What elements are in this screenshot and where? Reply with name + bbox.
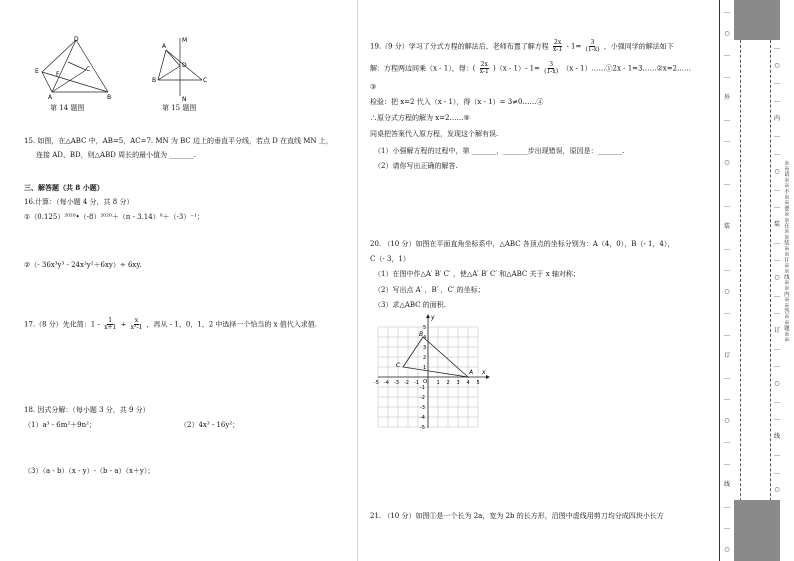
fig15-label-a: A: [162, 43, 167, 50]
binding-mark: …: [774, 468, 780, 476]
q17-divide: ÷: [120, 320, 127, 329]
fig14-label-e: E: [35, 68, 39, 75]
binding-mark: …: [774, 203, 780, 211]
column-divider: [357, 0, 358, 561]
y-tick-label: -5: [420, 425, 425, 431]
sidebar-gray-top: [734, 0, 780, 40]
q17-suffix: ，再从 - 1，0，1，2 中选择一个恰当的 x 值代入求值.: [146, 320, 318, 329]
binding-mark: …: [774, 79, 780, 87]
binding-mark: 装: [773, 220, 780, 228]
q19-l2-frac1-num: 2x: [480, 61, 488, 68]
sidebar-inner-marks: [772, 44, 782, 494]
binding-mark: …: [774, 132, 780, 140]
y-axis-label: y: [431, 314, 435, 321]
q18-part3: （3）（a - b）（x - y）-（b - a）（x＋y）；: [24, 467, 155, 475]
binding-mark: …: [724, 180, 730, 187]
x-tick-label: 5: [476, 380, 480, 386]
x-tick-label: 2: [446, 380, 450, 386]
q17-frac1-num: 1: [108, 317, 113, 324]
q19-eq-frac1: [552, 40, 563, 53]
binding-circle: ○: [774, 486, 780, 494]
binding-mark: …: [774, 397, 780, 405]
y-axis-arrow: [426, 314, 430, 318]
q20-coordinate-grid: [374, 312, 492, 432]
q19-line7: （1）小强解方程的过程中，第 _______，_______步出现错误，原因是：_______.: [374, 147, 625, 155]
q16-title: 16.计算：（每小题 4 分，共 8 分）: [24, 198, 134, 206]
fig14-label-d: D: [74, 36, 79, 43]
binding-circle: ○: [774, 273, 780, 281]
binding-mark: …: [724, 309, 730, 316]
binding-mark: …: [724, 244, 730, 252]
q19-line5: ∴原分式方程的解为 x=2……⑤: [370, 114, 470, 122]
q17-frac2: [130, 318, 144, 331]
figure-14-caption: 第 14 题图: [50, 104, 85, 112]
binding-circle: ○: [774, 167, 780, 175]
q17-frac2-num: x: [134, 317, 139, 324]
binding-mark: …: [774, 44, 780, 51]
binding-mark: 外: [723, 94, 730, 101]
y-tick-label: -1: [420, 385, 425, 391]
binding-mark: …: [774, 150, 780, 158]
q20-line1: 20. （10 分）如图在平面直角坐标系中，△ABC 各顶点的坐标分别为：A（4，0），B（- 1，4），: [370, 240, 675, 248]
y-tick-label: -2: [420, 395, 425, 401]
binding-mark: …: [724, 373, 730, 381]
fig14-label-a: A: [48, 94, 53, 101]
binding-mark: …: [774, 362, 780, 370]
q19-eq-frac2-den: (1-x): [585, 46, 600, 53]
binding-mark: …: [724, 51, 730, 58]
binding-mark: …: [724, 137, 730, 144]
y-tick-label: -4: [420, 415, 425, 421]
q17-frac2-den: x²-1: [130, 324, 143, 331]
binding-sidebar: [718, 0, 794, 561]
binding-circle: ○: [724, 545, 730, 553]
vertex-a-label: A: [469, 369, 474, 376]
binding-mark: …: [774, 450, 780, 458]
fig15-label-m: M: [182, 37, 188, 44]
q20-line4: （2）写出点 A′ ，B′ ，C′ 的坐标；: [374, 286, 485, 294]
vertex-b-label: B: [419, 331, 424, 338]
x-axis-arrow: [486, 375, 490, 379]
q19-eq-frac1-den: x-1: [553, 46, 563, 53]
binding-circle: ○: [774, 380, 780, 388]
binding-circle: ○: [724, 29, 730, 37]
q19-line1-suffix: ，小强同学的解法如下: [603, 42, 674, 51]
figure-15-caption: 第 15 题图: [162, 104, 197, 112]
binding-mark: …: [774, 185, 780, 193]
binding-mark: …: [774, 291, 780, 299]
binding-mark: 线: [723, 481, 730, 488]
figure-15: [150, 36, 216, 102]
x-tick-label: -4: [384, 380, 389, 386]
sidebar-outer-marks: [721, 8, 733, 553]
q19-line3: ③: [370, 83, 377, 91]
q16-part1: ①（0.125）²⁰²⁰•（-8）²⁰²⁰＋（π - 3.14）⁰＋（-3）⁻¹；: [24, 213, 204, 221]
q19-l2-mid: )（x - 1）- 1=: [493, 64, 540, 73]
q19-line1: [370, 40, 674, 53]
fig15-label-n: N: [182, 96, 187, 102]
sidebar-gray-bottom: [734, 500, 780, 561]
x-tick-label: -3: [394, 380, 399, 386]
binding-circle: ○: [724, 287, 730, 295]
q19-l2-frac1: [479, 62, 490, 75]
q21-line1: 21. （10 分）如图①是一个长为 2a，宽为 2b 的长方形，沿图中虚线用剪刀均分成四块小长方: [370, 512, 664, 520]
q19-line1-prefix: 19.（9 分）学习了分式方程的解法后，老师布置了解方程: [370, 42, 549, 51]
x-tick-label: -2: [404, 380, 409, 386]
binding-circle: ○: [774, 61, 780, 69]
q20-line3: （1）在图中作△A′ B′ C′ ，使△A′ B′ C′ 和△ABC 关于 x 轴对称；: [374, 270, 580, 278]
q17-frac1: [103, 318, 117, 331]
y-tick-label: 4: [423, 335, 427, 341]
x-axis-label: x: [482, 369, 486, 376]
q15-line2: 连接 AD、BD，则△ABD 周长的最小值为 _______.: [36, 151, 197, 159]
binding-mark: 线: [773, 433, 780, 441]
binding-mark: 内: [773, 114, 780, 122]
figure-14: [28, 36, 118, 102]
binding-mark: …: [774, 97, 780, 105]
x-tick-label: 3: [456, 380, 460, 386]
q19-l2-frac2-den: (1-x): [544, 68, 559, 75]
fig15-label-b: B: [152, 77, 157, 84]
q18-part2: （2）4x³ - 16y²；: [180, 421, 240, 429]
q18-part1: （1）a³ - 6m²＋9n²；: [24, 421, 96, 429]
binding-mark: …: [724, 330, 730, 338]
q20-line2: C（- 3，1）: [370, 255, 410, 263]
fig14-label-c: C: [86, 66, 91, 73]
x-tick-label: 4: [466, 380, 470, 386]
binding-mark: …: [724, 459, 730, 467]
q19-line6: 同桌把答案代入原方程，发现这个解有误.: [370, 130, 499, 138]
binding-mark: 装: [723, 223, 730, 230]
fig15-label-c: C: [203, 77, 208, 84]
q20-line5: （3）求△ABC 的面积.: [374, 301, 446, 309]
fig14-label-f: F: [56, 71, 60, 78]
x-tick-label: -5: [374, 380, 379, 386]
binding-mark: …: [774, 256, 780, 264]
q19-eq-mid: - 1=: [566, 42, 582, 51]
binding-mark: …: [774, 309, 780, 317]
q19-line8: （2）请你写出正确的解答.: [374, 162, 458, 170]
binding-mark: …: [724, 524, 730, 531]
vertex-c-label: C: [396, 362, 401, 369]
fig15-label-d: D: [182, 62, 187, 69]
x-tick-label: 1: [436, 380, 440, 386]
binding-mark: …: [724, 115, 730, 123]
q17-prefix: 17.（8 分）先化简：1 -: [24, 320, 100, 329]
origin-label: O: [423, 379, 428, 385]
q19-line2: [370, 62, 691, 75]
binding-mark: …: [724, 266, 730, 273]
binding-circle: ○: [724, 158, 730, 166]
q19-line2-prefix: 解：方程两边同乘（x - 1），得：(: [370, 64, 476, 73]
q19-l2-frac1-den: x-1: [479, 68, 489, 75]
binding-mark: …: [724, 72, 730, 80]
q19-eq-frac1-num: 2x: [554, 39, 562, 46]
binding-mark: …: [724, 201, 730, 209]
q17: [24, 318, 317, 331]
y-tick-label: 1: [423, 365, 427, 371]
x-tick-label: -1: [414, 380, 419, 386]
q19-l2-frac2: [543, 62, 559, 75]
q19-l2-frac2-num: 3: [549, 61, 554, 68]
q16-part2: ②（- 36x³y³ - 24x²y²＋6xy）÷ 6xy.: [24, 261, 142, 269]
sidebar-notice: ※※请※※不※※要※※在※※装※※订※※线※※内※※答※※题※※: [782, 160, 789, 343]
section3-title: 三、解答题（共 8 小题）: [24, 183, 104, 192]
q19-eq-frac2: [585, 40, 601, 53]
binding-mark: …: [774, 344, 780, 352]
binding-mark: 订: [773, 327, 780, 334]
q19-eq-frac2-num: 3: [590, 39, 595, 46]
q18-title: 18. 因式分解：（每小题 3 分，共 9 分）: [24, 406, 150, 414]
binding-mark: …: [724, 8, 730, 15]
y-tick-label: 3: [423, 345, 427, 351]
y-tick-label: 5: [423, 325, 427, 331]
binding-mark: …: [774, 415, 780, 423]
q15-line1: 15. 如图，在△ABC 中，AB=5，AC=7. MN 为 BC 边上的垂直平分线，若点 D 在直线 MN 上，: [24, 137, 333, 145]
binding-mark: 订: [723, 352, 730, 359]
fig14-label-b: B: [107, 94, 112, 101]
q19-line2-suffix: （x - 1）……①2x - 1=3……②x=2……: [562, 64, 692, 73]
binding-mark: …: [724, 395, 730, 402]
binding-mark: …: [724, 438, 730, 445]
binding-circle: ○: [724, 416, 730, 424]
q19-line4: 检验：把 x=2 代入（x - 1），得（x - 1）= 3≠0……④: [370, 98, 544, 106]
binding-mark: …: [724, 502, 730, 510]
y-tick-label: 2: [423, 355, 427, 361]
y-tick-label: -3: [420, 405, 425, 411]
binding-mark: …: [774, 238, 780, 246]
q17-frac1-den: x+1: [104, 324, 117, 331]
